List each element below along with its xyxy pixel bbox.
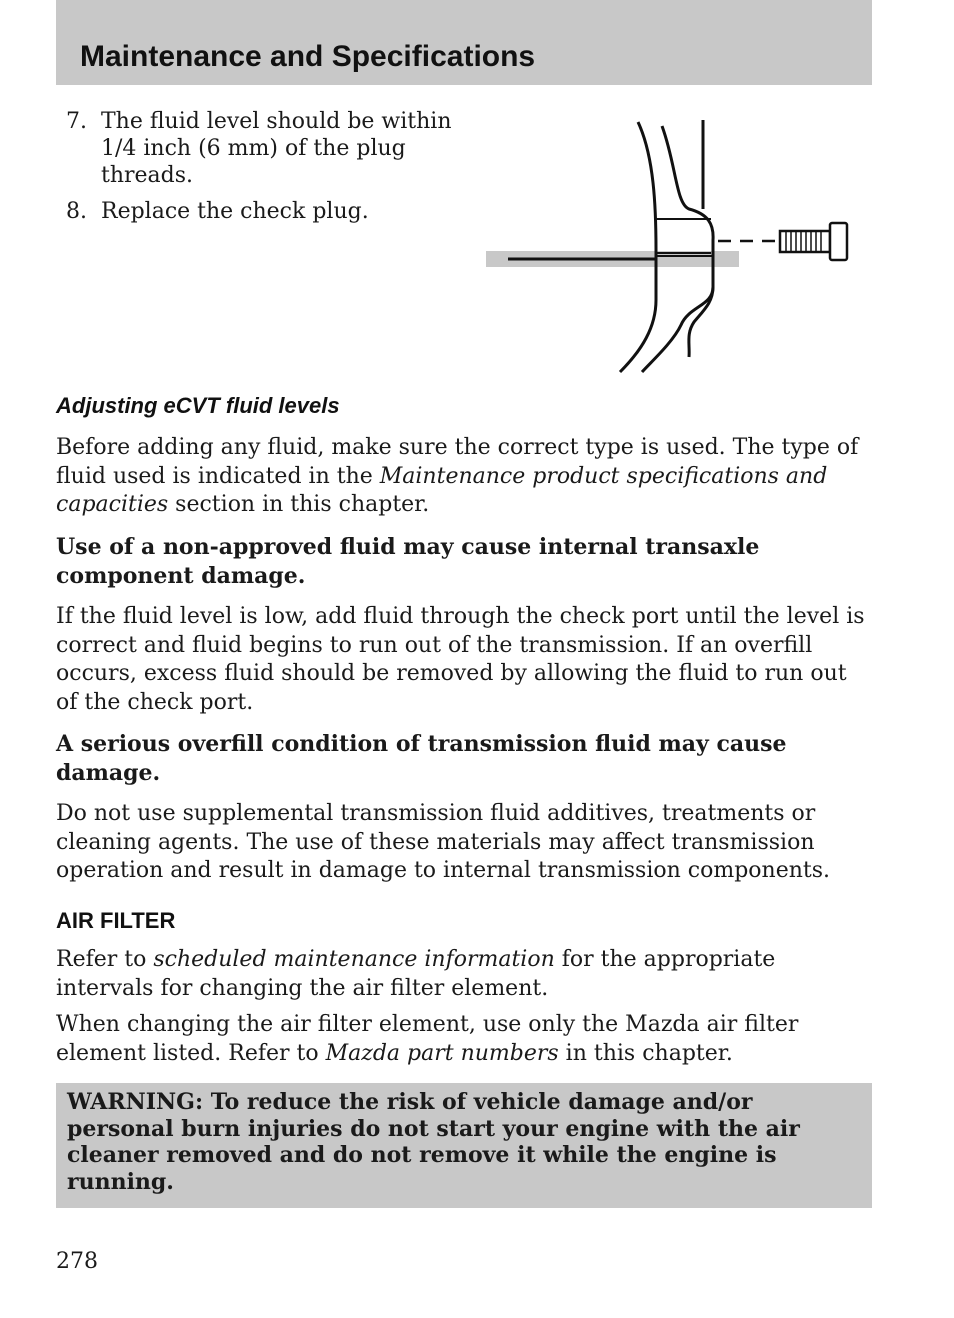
caution-overfill: A serious overfill condition of transmission fluid may cause damage. (56, 731, 787, 786)
paragraph-low-fluid: If the fluid level is low, add fluid through the check port until the level is correct and fluid begins to run out of the transmission. If an overfill occurs, excess fluid should be removed by allowing the fluid to run out of the check port. (56, 604, 865, 715)
page-number: 278 (56, 1249, 98, 1274)
page-title: Maintenance and Specifications (80, 40, 536, 73)
check-plug-diagram (480, 112, 870, 382)
paragraph-air-filter-element: When changing the air filter element, use only the Mazda air filter element listed. Refer to Mazda part numbers in this chapter. (56, 1012, 799, 1066)
paragraph-fluid-type: Before adding any fluid, make sure the correct type is used. The type of fluid used is indicated in the Maintenance product specifications and capacities section in this chapter. (56, 435, 859, 518)
paragraph-air-filter-intervals: Refer to scheduled maintenance information for the appropriate intervals for changing the air filter element. (56, 947, 776, 1001)
list-item (66, 108, 466, 189)
warning-box (56, 1083, 872, 1208)
warning-text: WARNING: To reduce the risk of vehicle damage and/or personal burn injuries do not start your engine with the air cleaner removed and do not remove it while the engine is running. (67, 1089, 800, 1195)
list-item (66, 198, 466, 225)
check-plug-icon (780, 223, 847, 260)
step-text: Replace the check plug. (101, 199, 369, 224)
paragraph-additives: Do not use supplemental transmission fluid additives, treatments or cleaning agents. The use of these materials may affect transmission operation and result in damage to internal transmission components. (56, 801, 831, 884)
section-heading-ecvt: Adjusting eCVT fluid levels (56, 393, 340, 418)
housing-outer-wall (620, 122, 656, 372)
caution-non-approved-fluid: Use of a non-approved fluid may cause internal transaxle component damage. (56, 534, 760, 589)
step-text: The fluid level should be within 1/4 inch (6 mm) of the plug threads. (101, 109, 452, 188)
steps-list (66, 108, 466, 234)
page-header (56, 0, 872, 85)
step-number: 7. (66, 109, 87, 134)
step-number: 8. (66, 199, 87, 224)
section-heading-air-filter: AIR FILTER (56, 908, 176, 933)
